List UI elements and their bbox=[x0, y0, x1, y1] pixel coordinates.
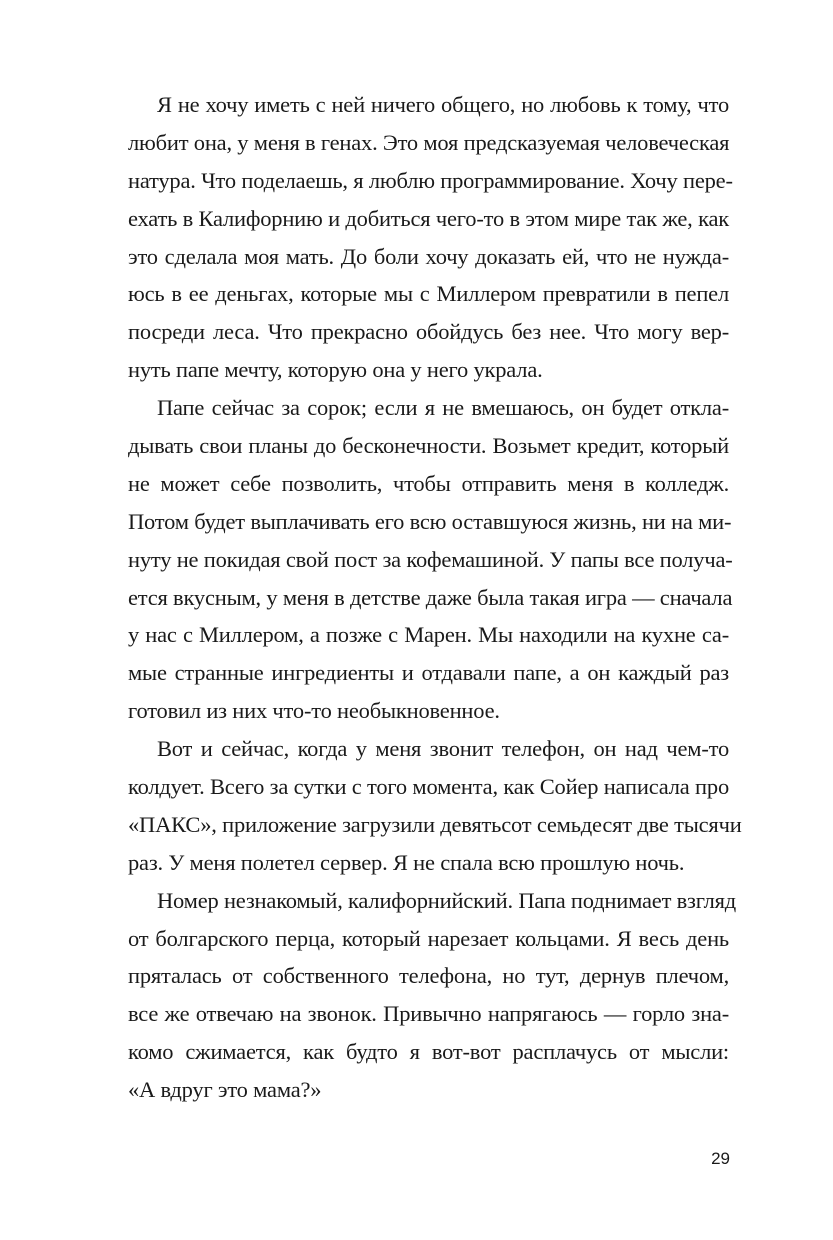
text-line: нуть папе мечту, которую она у него украла. bbox=[128, 357, 543, 383]
page-number: 29 bbox=[711, 1149, 730, 1168]
page-body bbox=[128, 86, 742, 1109]
text-line: готовил из них что-то необыкновенное. bbox=[128, 698, 500, 724]
text-line: комо сжимается, как будто я вот-вот расплачусь от мысли: bbox=[128, 1039, 729, 1065]
text-line: у нас с Миллером, а позже с Марен. Мы находили на кухне са- bbox=[128, 622, 729, 648]
text-line: ется вкусным, у меня в детстве даже была такая игра — сначала bbox=[128, 584, 733, 610]
text-line: Я не хочу иметь с ней ничего общего, но любовь к тому, что bbox=[157, 92, 729, 117]
text-line: колдует. Всего за сутки с того момента, как Сойер написала про bbox=[128, 774, 729, 800]
text-line: от болгарского перца, который нарезает кольцами. Я весь день bbox=[128, 925, 729, 951]
text-line: раз. У меня полетел сервер. Я не спала всю прошлую ночь. bbox=[128, 849, 685, 875]
text-line: «А вдруг это мама?» bbox=[128, 1077, 322, 1103]
text-line: ехать в Калифорнию и добиться чего-то в этом мире так же, как bbox=[128, 205, 729, 231]
text-line: Номер незнакомый, калифорнийский. Папа поднимает взгляд bbox=[157, 887, 737, 913]
text-line: мые странные ингредиенты и отдавали папе, а он каждый раз bbox=[128, 660, 729, 686]
text-line: все же отвечаю на звонок. Привычно напрягаюсь — горло зна- bbox=[128, 1001, 729, 1027]
text-line: нуту не покидая свой пост за кофемашиной. У папы все получа- bbox=[128, 546, 733, 572]
text-line: юсь в ее деньгах, которые мы с Миллером превратили в пепел bbox=[128, 281, 729, 307]
text-line: это сделала моя мать. До боли хочу доказать ей, что не нужда- bbox=[128, 243, 729, 269]
text-line: пряталась от собственного телефона, но тут, дернув плечом, bbox=[128, 963, 729, 989]
text-line: натура. Что поделаешь, я люблю программирование. Хочу пере- bbox=[128, 167, 733, 193]
text-line: дывать свои планы до бесконечности. Возьмет кредит, который bbox=[128, 433, 729, 459]
text-line: не может себе позволить, чтобы отправить меня в колледж. bbox=[128, 470, 729, 496]
text-line: любит она, у меня в генах. Это моя предсказуемая человеческая bbox=[128, 129, 730, 155]
text-line: посреди леса. Что прекрасно обойдусь без нее. Что могу вер- bbox=[128, 319, 729, 345]
text-line: Папе сейчас за сорок; если я не вмешаюсь, он будет откла- bbox=[157, 395, 729, 421]
text-line: «ПАКС», приложение загрузили девятьсот семьдесят две тысячи bbox=[128, 811, 742, 837]
text-line: Потом будет выплачивать его всю оставшуюся жизнь, ни на ми- bbox=[128, 508, 732, 534]
text-line: Вот и сейчас, когда у меня звонит телефон, он над чем-то bbox=[157, 736, 729, 762]
